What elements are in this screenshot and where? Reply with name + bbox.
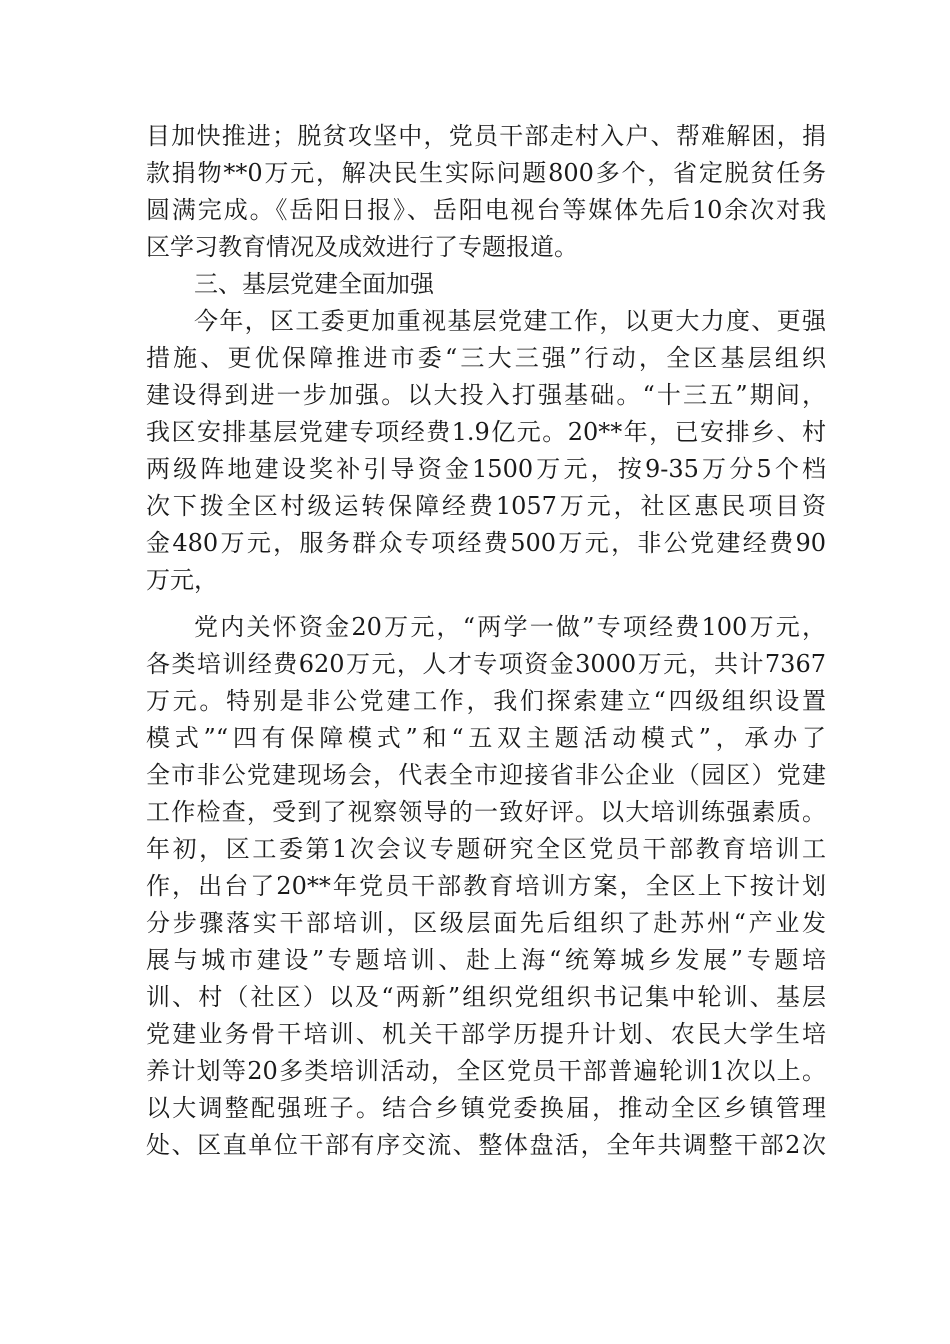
text-line: 工作检查，受到了视察领导的一致好评。以大培训练强素质。	[146, 798, 826, 826]
text-line: 以大调整配强班子。结合乡镇党委换届，推动全区乡镇管理	[146, 1094, 826, 1122]
text-line: 模式”“四有保障模式”和“五双主题活动模式”，承办了	[146, 724, 826, 752]
text-line: 两级阵地建设奖补引导资金1500万元，按9-35万分5个档	[146, 455, 826, 483]
text-line: 养计划等20多类培训活动，全区党员干部普遍轮训1次以上。	[146, 1057, 826, 1085]
text-line: 建设得到进一步加强。以大投入打强基础。“十三五”期间，	[146, 381, 826, 409]
text-line: 党建业务骨干培训、机关干部学历提升计划、农民大学生培	[146, 1020, 826, 1048]
text-line: 年初，区工委第1次会议专题研究全区党员干部教育培训工	[146, 835, 826, 863]
text-line: 各类培训经费620万元，人才专项资金3000万元，共计7367	[146, 650, 826, 678]
text-line: 次下拨全区村级运转保障经费1057万元，社区惠民项目资	[146, 492, 826, 520]
text-line: 目加快推进；脱贫攻坚中，党员干部走村入户、帮难解困，捐	[146, 122, 826, 150]
text-line: 我区安排基层党建专项经费1.9亿元。20**年，已安排乡、村	[146, 418, 826, 446]
section-heading: 三、基层党建全面加强	[194, 270, 434, 298]
text-line: 全市非公党建现场会，代表全市迎接省非公企业（园区）党建	[146, 761, 826, 789]
text-line: 分步骤落实干部培训，区级层面先后组织了赴苏州“产业发	[146, 909, 826, 937]
text-line: 措施、更优保障推进市委“三大三强”行动，全区基层组织	[146, 344, 826, 372]
text-line: 圆满完成。《岳阳日报》、岳阳电视台等媒体先后10余次对我	[146, 196, 826, 224]
text-line: 万元。特别是非公党建工作，我们探索建立“四级组织设置	[146, 687, 826, 715]
text-line: 万元，	[146, 566, 218, 594]
text-line: 训、村（社区）以及“两新”组织党组织书记集中轮训、基层	[146, 983, 826, 1011]
text-line: 作，出台了20**年党员干部教育培训方案，全区上下按计划	[146, 872, 826, 900]
document-body	[146, 118, 826, 1164]
text-line: 今年，区工委更加重视基层党建工作，以更大力度、更强	[194, 307, 826, 335]
text-line: 款捐物**0万元，解决民生实际问题800多个，省定脱贫任务	[146, 159, 826, 187]
text-line: 展与城市建设”专题培训、赴上海“统筹城乡发展”专题培	[146, 946, 826, 974]
text-line: 处、区直单位干部有序交流、整体盘活，全年共调整干部2次	[146, 1131, 826, 1159]
text-line: 金480万元，服务群众专项经费500万元，非公党建经费90	[146, 529, 826, 557]
text-line: 区学习教育情况及成效进行了专题报道。	[146, 233, 578, 261]
text-line: 党内关怀资金20万元，“两学一做”专项经费100万元，	[194, 613, 826, 641]
